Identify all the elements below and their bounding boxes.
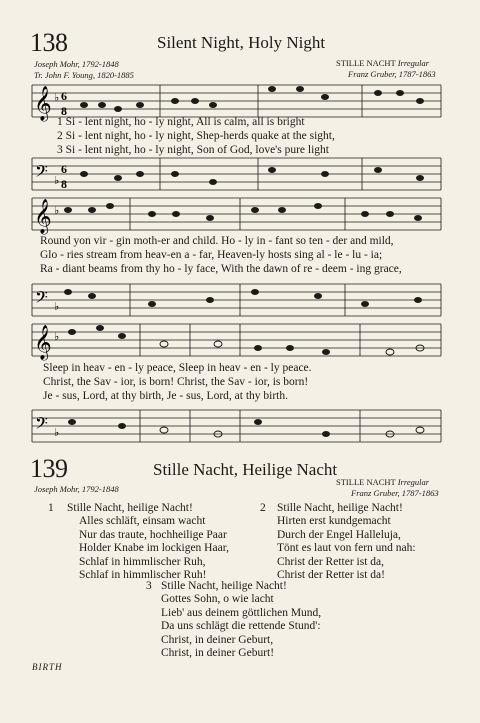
- svg-text:𝄢: 𝄢: [35, 289, 48, 311]
- music-staff-bass: [0, 282, 480, 322]
- words-credit: Joseph Mohr, 1792-1848: [34, 484, 119, 494]
- lyrics-verse-3: Ra - diant beams from thy ho - ly face, With the dawn of re - deem - ing grace,: [40, 263, 402, 275]
- lyrics-verse-2: Christ, the Sav - ior, is born! Christ, the Sav - ior, is born!: [43, 376, 309, 388]
- music-staff-treble: [0, 196, 480, 236]
- svg-text:♭: ♭: [54, 331, 60, 343]
- svg-text:8: 8: [61, 104, 67, 118]
- verse-2: Stille Nacht, heilige Nacht! Hirten erst kundgemacht Durch der Engel Halleluja, Tönt es laut von fern und nah: Christ der Retter ist da, Christ der Retter ist da!: [277, 502, 416, 582]
- hymn-title: Silent Night, Holy Night: [157, 33, 326, 52]
- music-staff-bass: [0, 408, 480, 448]
- music-staff-treble: [0, 322, 480, 362]
- svg-text:8: 8: [61, 177, 67, 191]
- svg-text:𝄢: 𝄢: [35, 415, 48, 437]
- lyrics-verse-1: Round yon vir - gin moth-er and child. Ho - ly in - fant so ten - der and mild,: [40, 235, 394, 247]
- svg-text:𝄢: 𝄢: [35, 163, 48, 185]
- composer-credit: Franz Gruber, 1787-1863: [351, 488, 439, 498]
- translator-credit: Tr. John F. Young, 1820-1885: [34, 70, 134, 80]
- hymn-number: 139: [30, 454, 68, 483]
- hymn-title: Stille Nacht, Heilige Nacht: [153, 460, 338, 479]
- section-footer: BIRTH: [32, 662, 63, 672]
- verse-3: Stille Nacht, heilige Nacht! Gottes Sohn, o wie lacht Lieb' aus deinem göttlichen Mund, Da uns schlägt die rettende Stund': Christ, in deiner Geburt, Christ, in deiner Geburt!: [161, 580, 322, 660]
- verse-1: Stille Nacht, heilige Nacht! Alles schläft, einsam wacht Nur das traute, hochheilige Paar Holder Knabe im lockigen Haar, Schlaf in himmlischer Ruh, Schlaf in himmlischer Ruh!: [67, 502, 229, 582]
- svg-text:𝄞: 𝄞: [34, 326, 52, 359]
- lyrics-verse-2: Glo - ries stream from heav-en a - far, Heaven-ly hosts sing al - le - lu - ia;: [40, 249, 383, 261]
- svg-text:6: 6: [61, 162, 67, 176]
- svg-text:♭: ♭: [54, 175, 60, 187]
- notes: [80, 86, 424, 112]
- svg-text:𝄞: 𝄞: [34, 86, 52, 121]
- words-credit: Joseph Mohr, 1792-1848: [34, 59, 119, 69]
- music-staff-bass: [0, 156, 480, 196]
- lyrics-verse-3: Je - sus, Lord, at thy birth, Je - sus, Lord, at thy birth.: [43, 390, 288, 402]
- svg-text:♭: ♭: [54, 92, 60, 104]
- verse-number: 1: [48, 502, 54, 514]
- svg-text:6: 6: [61, 89, 67, 103]
- lyrics-verse-3: 3 Si - lent night, ho - ly night, Son of God, love's pure light: [57, 144, 329, 156]
- svg-text:♭: ♭: [54, 427, 60, 439]
- composer-credit: Franz Gruber, 1787-1863: [348, 69, 436, 79]
- lyrics-verse-1: Sleep in heav - en - ly peace, Sleep in heav - en - ly peace.: [43, 362, 312, 374]
- lyrics-verse-2: 2 Si - lent night, ho - ly night, Shep-herds quake at the sight,: [57, 130, 335, 142]
- hymn-number: 138: [30, 28, 68, 57]
- verse-number: 2: [260, 502, 266, 514]
- svg-text:♭: ♭: [54, 301, 60, 313]
- lyrics-verse-1: 1 Si - lent night, ho - ly night, All is calm, all is bright: [57, 116, 305, 128]
- tune-name: STILLE NACHT Irregular: [336, 58, 430, 68]
- svg-text:𝄞: 𝄞: [34, 200, 52, 233]
- svg-text:♭: ♭: [54, 205, 60, 217]
- verse-number: 3: [146, 580, 152, 592]
- tune-name: STILLE NACHT Irregular: [336, 477, 430, 487]
